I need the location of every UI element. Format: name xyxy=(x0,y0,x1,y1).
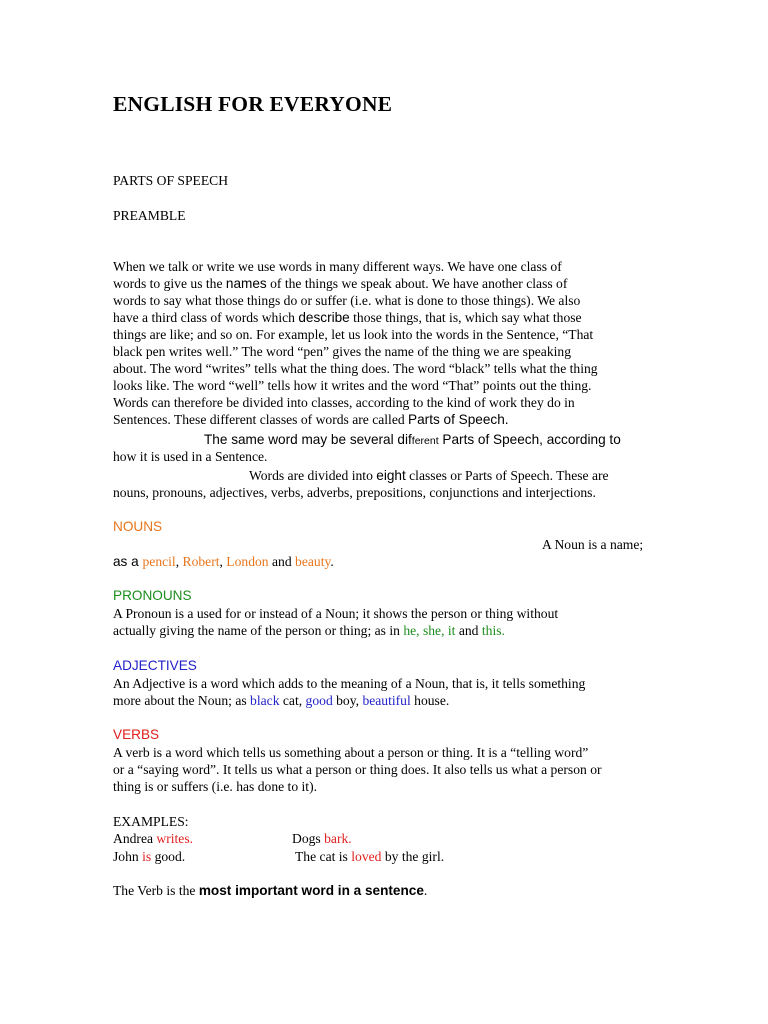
text-span: of the things we speak about. We have another class of xyxy=(266,276,568,291)
text-span: describe xyxy=(298,310,350,325)
pronouns-heading: PRONOUNS xyxy=(113,588,192,603)
text-span: Dogs xyxy=(292,831,325,846)
adjectives-heading: ADJECTIVES xyxy=(113,658,197,673)
nouns-examples xyxy=(113,553,334,570)
verbs-heading: VERBS xyxy=(113,727,160,742)
preamble-line: about. The word “writes” tells what the thing does. The word “black” tells what the thing xyxy=(113,361,598,376)
example-sentence xyxy=(113,830,193,847)
text-span: The Verb is the xyxy=(113,883,199,898)
nouns-definition: A Noun is a name; xyxy=(542,537,644,552)
text-span: and xyxy=(268,554,296,569)
verbs-definition: or a “saying word”. It tells us what a person or thing does. It also tells us what a person or xyxy=(113,762,602,777)
examples-heading: EXAMPLES: xyxy=(113,814,189,829)
text-span: The same word may be several dif xyxy=(204,432,412,447)
text-span: as a xyxy=(113,554,143,569)
preamble-line: things are like; and so on. For example, let us look into the words in the Sentence, “That xyxy=(113,327,594,342)
text-span: , xyxy=(441,623,448,638)
text-span: . xyxy=(330,554,334,569)
example-word: pencil xyxy=(142,554,176,569)
example-word: beautiful xyxy=(362,693,411,708)
text-span: names xyxy=(225,276,267,291)
preamble-line: how it is used in a Sentence. xyxy=(113,449,268,464)
text-span: words to give us the xyxy=(113,276,226,291)
preamble-line: Words can therefore be divided into classes, according to the kind of work they do in xyxy=(113,395,575,410)
verbs-definition: A verb is a word which tells us something about a person or thing. It is a “telling word” xyxy=(113,745,589,760)
text-span: and xyxy=(455,623,482,638)
example-word: black xyxy=(250,693,280,708)
text-span: boy, xyxy=(332,693,363,708)
preamble-line: When we talk or write we use words in many different ways. We have one class of xyxy=(113,259,562,274)
text-span: house. xyxy=(410,693,450,708)
emphasis-text: most important word in a sentence xyxy=(198,883,424,898)
subsection-heading: PREAMBLE xyxy=(113,208,186,223)
text-span: have a third class of words which xyxy=(113,310,299,325)
preamble-line xyxy=(113,309,582,326)
text-span: eight xyxy=(376,468,406,483)
preamble-line xyxy=(249,467,609,484)
text-span: those things, that is, which say what those xyxy=(349,310,582,325)
text-span: The cat is xyxy=(295,849,352,864)
text-span: more about the Noun; as xyxy=(113,693,251,708)
text-span: , xyxy=(175,554,183,569)
adjectives-definition: An Adjective is a word which adds to the meaning of a Noun, that is, it tells something xyxy=(113,676,586,691)
example-word: London xyxy=(226,554,269,569)
text-span: Sentences. These different classes of words are called xyxy=(113,412,409,427)
text-span: John xyxy=(113,849,143,864)
pronouns-definition: A Pronoun is a used for or instead of a Noun; it shows the person or thing without xyxy=(113,606,559,621)
text-span: Andrea xyxy=(113,831,157,846)
text-span: cat, xyxy=(279,693,306,708)
preamble-line: looks like. The word “well” tells how it writes and the word “That” points out the thing. xyxy=(113,378,592,393)
verbs-definition: thing is or suffers (i.e. has done to it). xyxy=(113,779,317,794)
example-word: she xyxy=(422,623,442,638)
pronouns-examples xyxy=(113,622,505,639)
document-title: ENGLISH FOR EVERYONE xyxy=(113,92,393,116)
text-span: by the girl. xyxy=(381,849,445,864)
example-word: this xyxy=(481,623,502,638)
text-span: Words are divided into xyxy=(249,468,377,483)
section-heading: PARTS OF SPEECH xyxy=(113,173,229,188)
text-span: Parts of Speech. xyxy=(408,412,509,427)
example-verb: loved xyxy=(351,849,382,864)
text-span: . xyxy=(423,883,428,898)
nouns-heading: NOUNS xyxy=(113,519,163,534)
example-word: good xyxy=(305,693,333,708)
example-verb: is xyxy=(142,849,152,864)
example-sentence xyxy=(295,848,444,865)
example-word: beauty xyxy=(295,554,331,569)
text-span: Parts of Speech, according to xyxy=(438,432,621,447)
preamble-line xyxy=(113,411,509,428)
preamble-line xyxy=(113,275,567,292)
text-span: classes or Parts of Speech. These are xyxy=(405,468,609,483)
example-word: he xyxy=(403,623,417,638)
example-word: it xyxy=(447,623,456,638)
text-span: , xyxy=(416,623,423,638)
example-sentence xyxy=(292,830,352,847)
preamble-line: black pen writes well.” The word “pen” gives the name of the thing we are speaking xyxy=(113,344,571,359)
example-sentence xyxy=(113,848,185,865)
example-verb: bark. xyxy=(324,831,352,846)
text-span: ferent xyxy=(411,435,439,447)
adjectives-examples xyxy=(113,692,449,709)
text-span: , xyxy=(219,554,227,569)
example-verb: writes. xyxy=(156,831,194,846)
text-span: good. xyxy=(151,849,186,864)
preamble-line: words to say what those things do or suffer (i.e. what is done to those things). We also xyxy=(113,293,581,308)
text-span: . xyxy=(501,623,505,638)
text-span: actually giving the name of the person or thing; as in xyxy=(113,623,404,638)
example-word: Robert xyxy=(182,554,220,569)
closing-sentence xyxy=(113,882,427,899)
preamble-line: nouns, pronouns, adjectives, verbs, adverbs, prepositions, conjunctions and interjections. xyxy=(113,485,596,500)
